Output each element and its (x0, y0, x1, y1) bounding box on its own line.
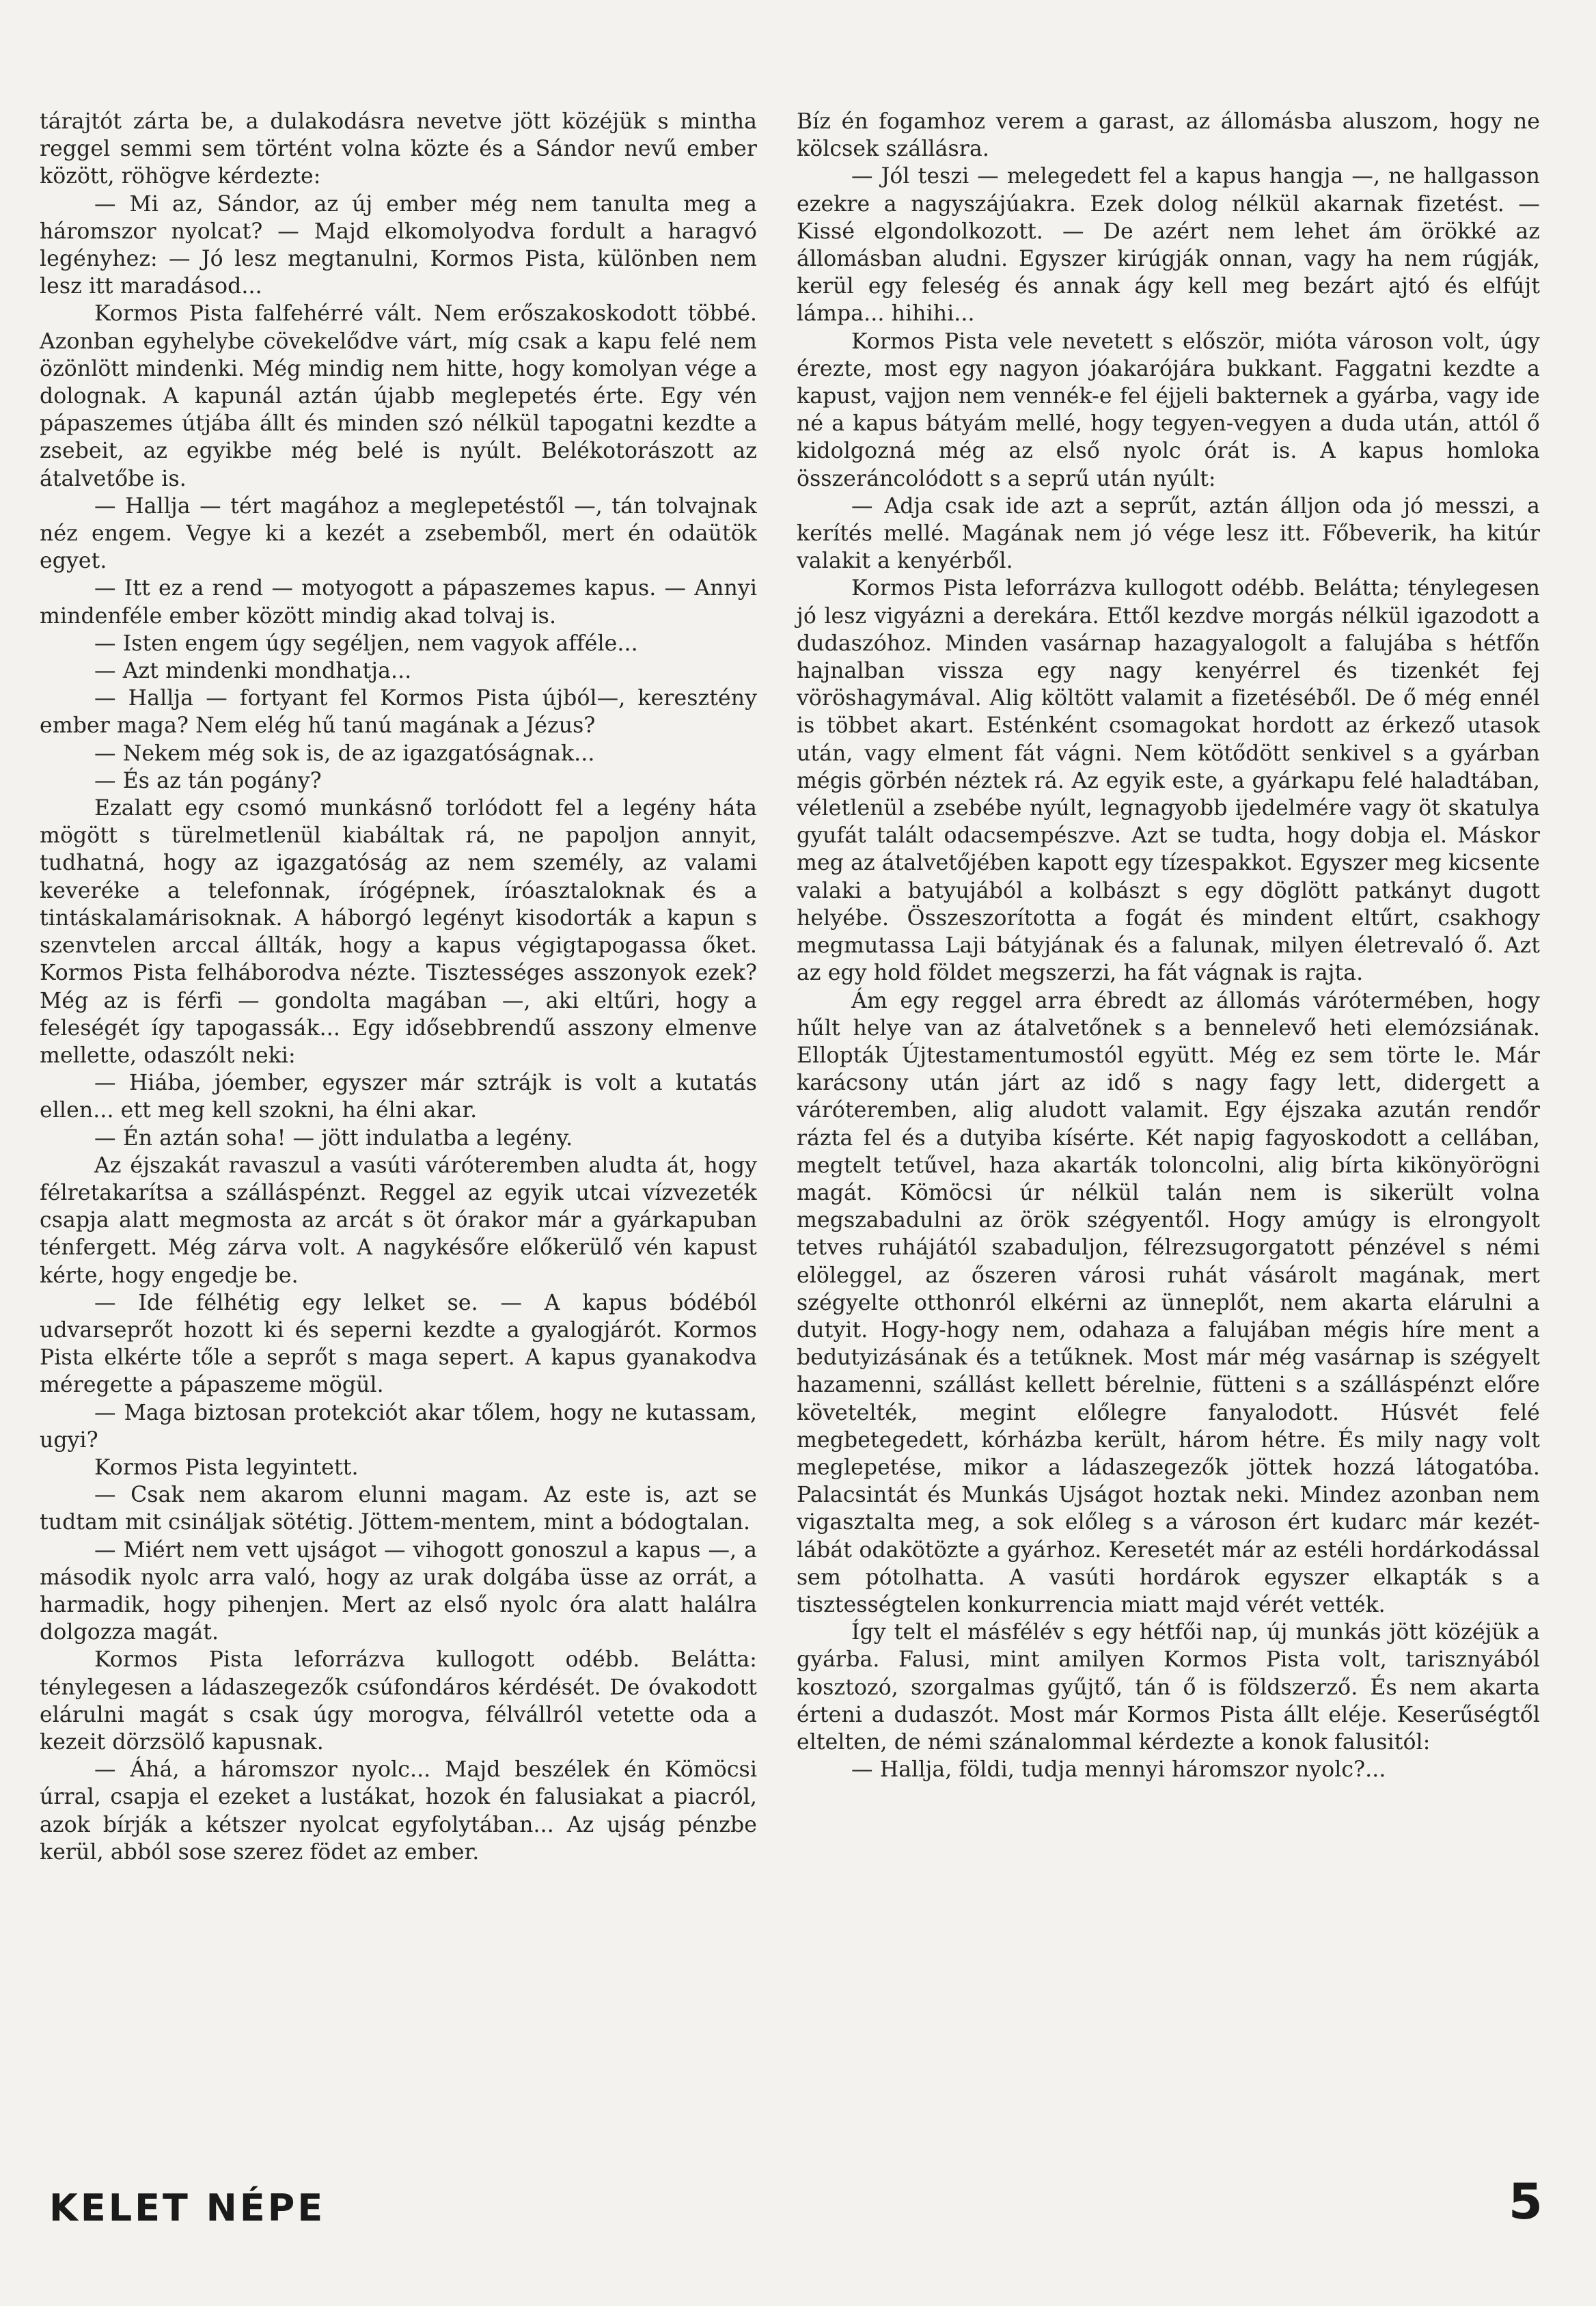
paragraph: — Adja csak ide azt a seprűt, aztán álljon oda jó messzi, a kerítés mellé. Magának nem jó vége lesz itt. Főbeverik, ha kitúr valakit a kenyérből. (797, 493, 1540, 574)
paragraph: Így telt el másfélév s egy hétfői nap, új munkás jött közéjük a gyárba. Falusi, mint amilyen Kormos Pista volt, tarisznyából kosztozó, szorgalmas gyűjtő, tán ő is földszerző. És nem akarta érteni a dudaszót. Most már Kormos Pista állt eléje. Keserűségtől eltelten, de némi szánalommal kérdezte a konok falusitól: (797, 1620, 1540, 1755)
paragraph: Kormos Pista falfehérré vált. Nem erőszakoskodott többé. Azonban egyhelybe cövekelődve várt, míg csak a kapu felé nem özönlött mindenki. Még mindig nem hitte, hogy komolyan vége a dolognak. A kapunál aztán újabb meglepetés érte. Egy vén pápaszemes útjába állt és minden szó nélkül tapogatni kezdte a zsebeit, az egyikbe még belé is nyúlt. Belékotorászott az átalvetőbe is. (40, 301, 757, 491)
paragraph: — És az tán pogány? (94, 768, 322, 793)
paragraph: — Hallja — tért magához a meglepetéstől —, tán tolvajnak néz engem. Vegye ki a kezét a zsebemből, mert én odaütök egyet. (40, 493, 757, 574)
paragraph: — Itt ez a rend — motyogott a pápaszemes kapus. — Annyi mindenféle ember között mindig akad tolvaj is. (40, 576, 757, 629)
paragraph: — Csak nem akarom elunni magam. Az este is, azt se tudtam mit csináljak sötétig. Jöttem-mentem, mint a bódogtalan. (40, 1483, 757, 1535)
paragraph: — Isten engem úgy segéljen, nem vagyok afféle... (94, 631, 638, 656)
paragraph: — Mi az, Sándor, az új ember még nem tanulta meg a háromszor nyolcat? — Majd elkomolyodva fordult a haragvó legényhez: — Jó lesz megtanulni, Kormos Pista, különben nem lesz itt maradásod... (40, 191, 757, 299)
paragraph: Kormos Pista vele nevetett s először, mióta városon volt, úgy érezte, most egy nagyon jóakarójára bukkant. Faggatni kezdte a kapust, vajjon nem vennék-e fel éjjeli bakternek a gyárba, vagy ide né a kapus bátyám mellé, hogy tegyen-vegyen a duda után, attól ő kidolgozná még az első nyolc órát is. A kapus homloka összeráncolódott s a seprű után nyúlt: (797, 329, 1540, 491)
paragraph: Az éjszakát ravaszul a vasúti váróteremben aludta át, hogy félretakarítsa a szálláspénzt. Reggel az egyik utcai vízvezeték csapja alatt megmosta az arcát s öt órakor már a gyárkapuban ténfergett. Még zárva volt. A nagykésőre előkerülő vén kapust kérte, hogy engedje be. (40, 1153, 757, 1288)
paragraph: Kormos Pista leforrázva kullogott odébb. Belátta; ténylegesen jó lesz vigyázni a derekára. Ettől kezdve morgás nélkül igazodott a dudaszóhoz. Minden vasárnap hazagyalogolt a falujába s hétfőn hajnalban vissza egy nagy kenyérrel és tizenkét fej vöröshagymával. Alig költött valamit a fizetéséből. De ő még ennél is többet akart. Esténként csomagokat hordott az érkező utasok után, vagy elment fát vágni. Nem kötődött senkivel s a gyárban mégis görbén néztek rá. Az egyik este, a gyárkapu felé haladtában, véletlenül a zsebébe nyúlt, legnagyobb ijedelmére vagy öt skatulya gyufát talált odacsempészve. Azt se tudta, hogy dobja el. Máskor meg az átalvetőjében kapott egy tízespakkot. Egyszer meg kicsente valaki a batyujából a kolbászt s egy döglött patkányt dugott helyébe. Összeszorította a fogát és mindent eltűrt, csakhogy megmutassa Laji bátyjának és a falunak, milyen életrevaló ő. Azt az egy hold földet megszerzi, ha fát vágnak is rajta. (797, 576, 1540, 986)
paragraph: — Én aztán soha! — jött indulatba a legény. (94, 1125, 573, 1151)
paragraph: — Áhá, a háromszor nyolc... Majd beszélek én Kömöcsi úrral, csapja el ezeket a lustákat, hozok én falusiakat a piacról, azok bírják a kétszer nyolcat egyfolytában... Az ujság pénzbe kerül, abból sose szerez födet az ember. (40, 1757, 757, 1865)
paragraph: — Hiába, jóember, egyszer már sztrájk is volt a kutatás ellen... ett meg kell szokni, ha élni akar. (40, 1071, 757, 1123)
magazine-title: KELET NÉPE (49, 2186, 326, 2229)
paragraph: — Jól teszi — melegedett fel a kapus hangja —, ne hallgasson ezekre a nagyszájúakra. Ezek dolog nélkül akarnak fizetést. — Kissé elgondolkozott. — De azért nem lehet ám örökké az állomásban aludni. Egyszer kirúgják onnan, vagy ha nem rúgják, kerül egy feleség és annak ágy kell meg bezárt ajtó és elfújt lámpa... hihihi... (797, 164, 1540, 327)
paragraph: — Ide félhétig egy lelket se. — A kapus bódéból udvarseprőt hozott ki és seperni kezdte a gyalogjárót. Kormos Pista elkérte tőle a seprőt s maga sepert. A kapus gyanakodva méregette a pápaszeme mögül. (40, 1290, 757, 1398)
paragraph: Bíz én fogamhoz verem a garast, az állomásba aluszom, hogy ne kölcsek szállásra. (797, 109, 1540, 162)
paragraph: — Maga biztosan protekciót akar tőlem, hogy ne kutassam, ugyi? (40, 1400, 757, 1453)
paragraph: — Nekem még sok is, de az igazgatóságnak... (94, 741, 595, 766)
paragraph: — Azt mindenki mondhatja... (94, 659, 412, 684)
paragraph: Kormos Pista leforrázva kullogott odébb. Belátta: ténylegesen a ládaszegezők csúfondáros kérdését. De óvakodott elárulni magát s csak úgy morogva, félvállról vetette oda a kezeit dörzsölő kapusnak. (40, 1647, 757, 1755)
paragraph: — Hallja — fortyant fel Kormos Pista újból—, keresztény ember maga? Nem elég hű tanú magának a Jézus? (40, 686, 757, 739)
page-number: 5 (1508, 2173, 1543, 2230)
right-column (797, 108, 1540, 1783)
paragraph: tárajtót zárta be, a dulakodásra nevetve jött közéjük s mintha reggel semmi sem történt volna közte és a Sándor nevű ember között, röhögve kérdezte: (40, 109, 757, 189)
paragraph: Ezalatt egy csomó munkásnő torlódott fel a legény háta mögött s türelmetlenül kiabáltak rá, ne papoljon annyit, tudhatná, hogy az igazgatóság az nem személy, az valami keveréke a telefonnak, írógépnek, íróasztaloknak és a tintáskalamárisoknak. A háborgó legényt kisodorták a kapun s szenvtelen arccal állták, hogy a kapus végigtapogassa őket. Kormos Pista felháborodva nézte. Tisztességes asszonyok ezek? Még az is férfi — gondolta magában —, aki eltűri, hogy a feleségét így tapogassák... Egy idősebbrendű asszony elmenve mellette, odaszólt neki: (40, 796, 757, 1068)
left-column (40, 108, 757, 1866)
paragraph: Kormos Pista legyintett. (94, 1455, 359, 1480)
paragraph: Ám egy reggel arra ébredt az állomás várótermében, hogy hűlt helye van az átalvetőnek s a bennelevő heti elemózsiának. Ellopták Újtestamentumostól együtt. Még ez sem törte le. Már karácsony után járt az idő s nagy fagy lett, didergett a váróteremben, alig aludott valamit. Egy éjszaka azután rendőr rázta fel és a dutyiba kísérte. Két napig fagyoskodott a cellában, megtelt tetűvel, haza akarták toloncolni, alig bírta kikönyörögni magát. Kömöcsi úr nélkül talán nem is sikerült volna megszabadulni az örök szégyentől. Hogy amúgy is elrongyolt tetves ruhájától szabaduljon, félrezsugorgatott pénzével s némi elöleggel, az őszeren városi ruhát vásárolt magának, mert szégyelte otthonról elkérni az ünneplőt, nem akarta elárulni a dutyit. Hogy-hogy nem, odahaza a falujában mégis híre ment a bedutyizásának és a tetűknek. Most már még vasárnap is szégyelt hazamenni, szállást kellett bérelnie, fütteni s a szálláspénzt előre követelték, megint előlegre fanyalodott. Húsvét felé megbetegedett, kórházba került, három hétre. És mily nagy volt meglepetése, mikor a ládaszegezők jöttek hozzá látogatóba. Palacsintát és Munkás Ujságot hoztak neki. Mindez azonban nem vigasztalta meg, a sok előleg s a városon ért kudarc már kezét-lábát odakötözte a gyárhoz. Keresetét már az estéli hordárkodással sem pótolhatta. A vasúti hordárok egyszer elkapták s a tisztességtelen konkurrencia miatt majd vérét vették. (797, 988, 1540, 1617)
paragraph: — Hallja, földi, tudja mennyi háromszor nyolc?... (851, 1757, 1386, 1783)
paragraph: — Miért nem vett ujságot — vihogott gonoszul a kapus —, a második nyolc arra való, hogy az urak dolgába üsse az orrát, a harmadik, hogy pihenjen. Mert az első nyolc óra alatt halálra dolgozza magát. (40, 1537, 757, 1645)
